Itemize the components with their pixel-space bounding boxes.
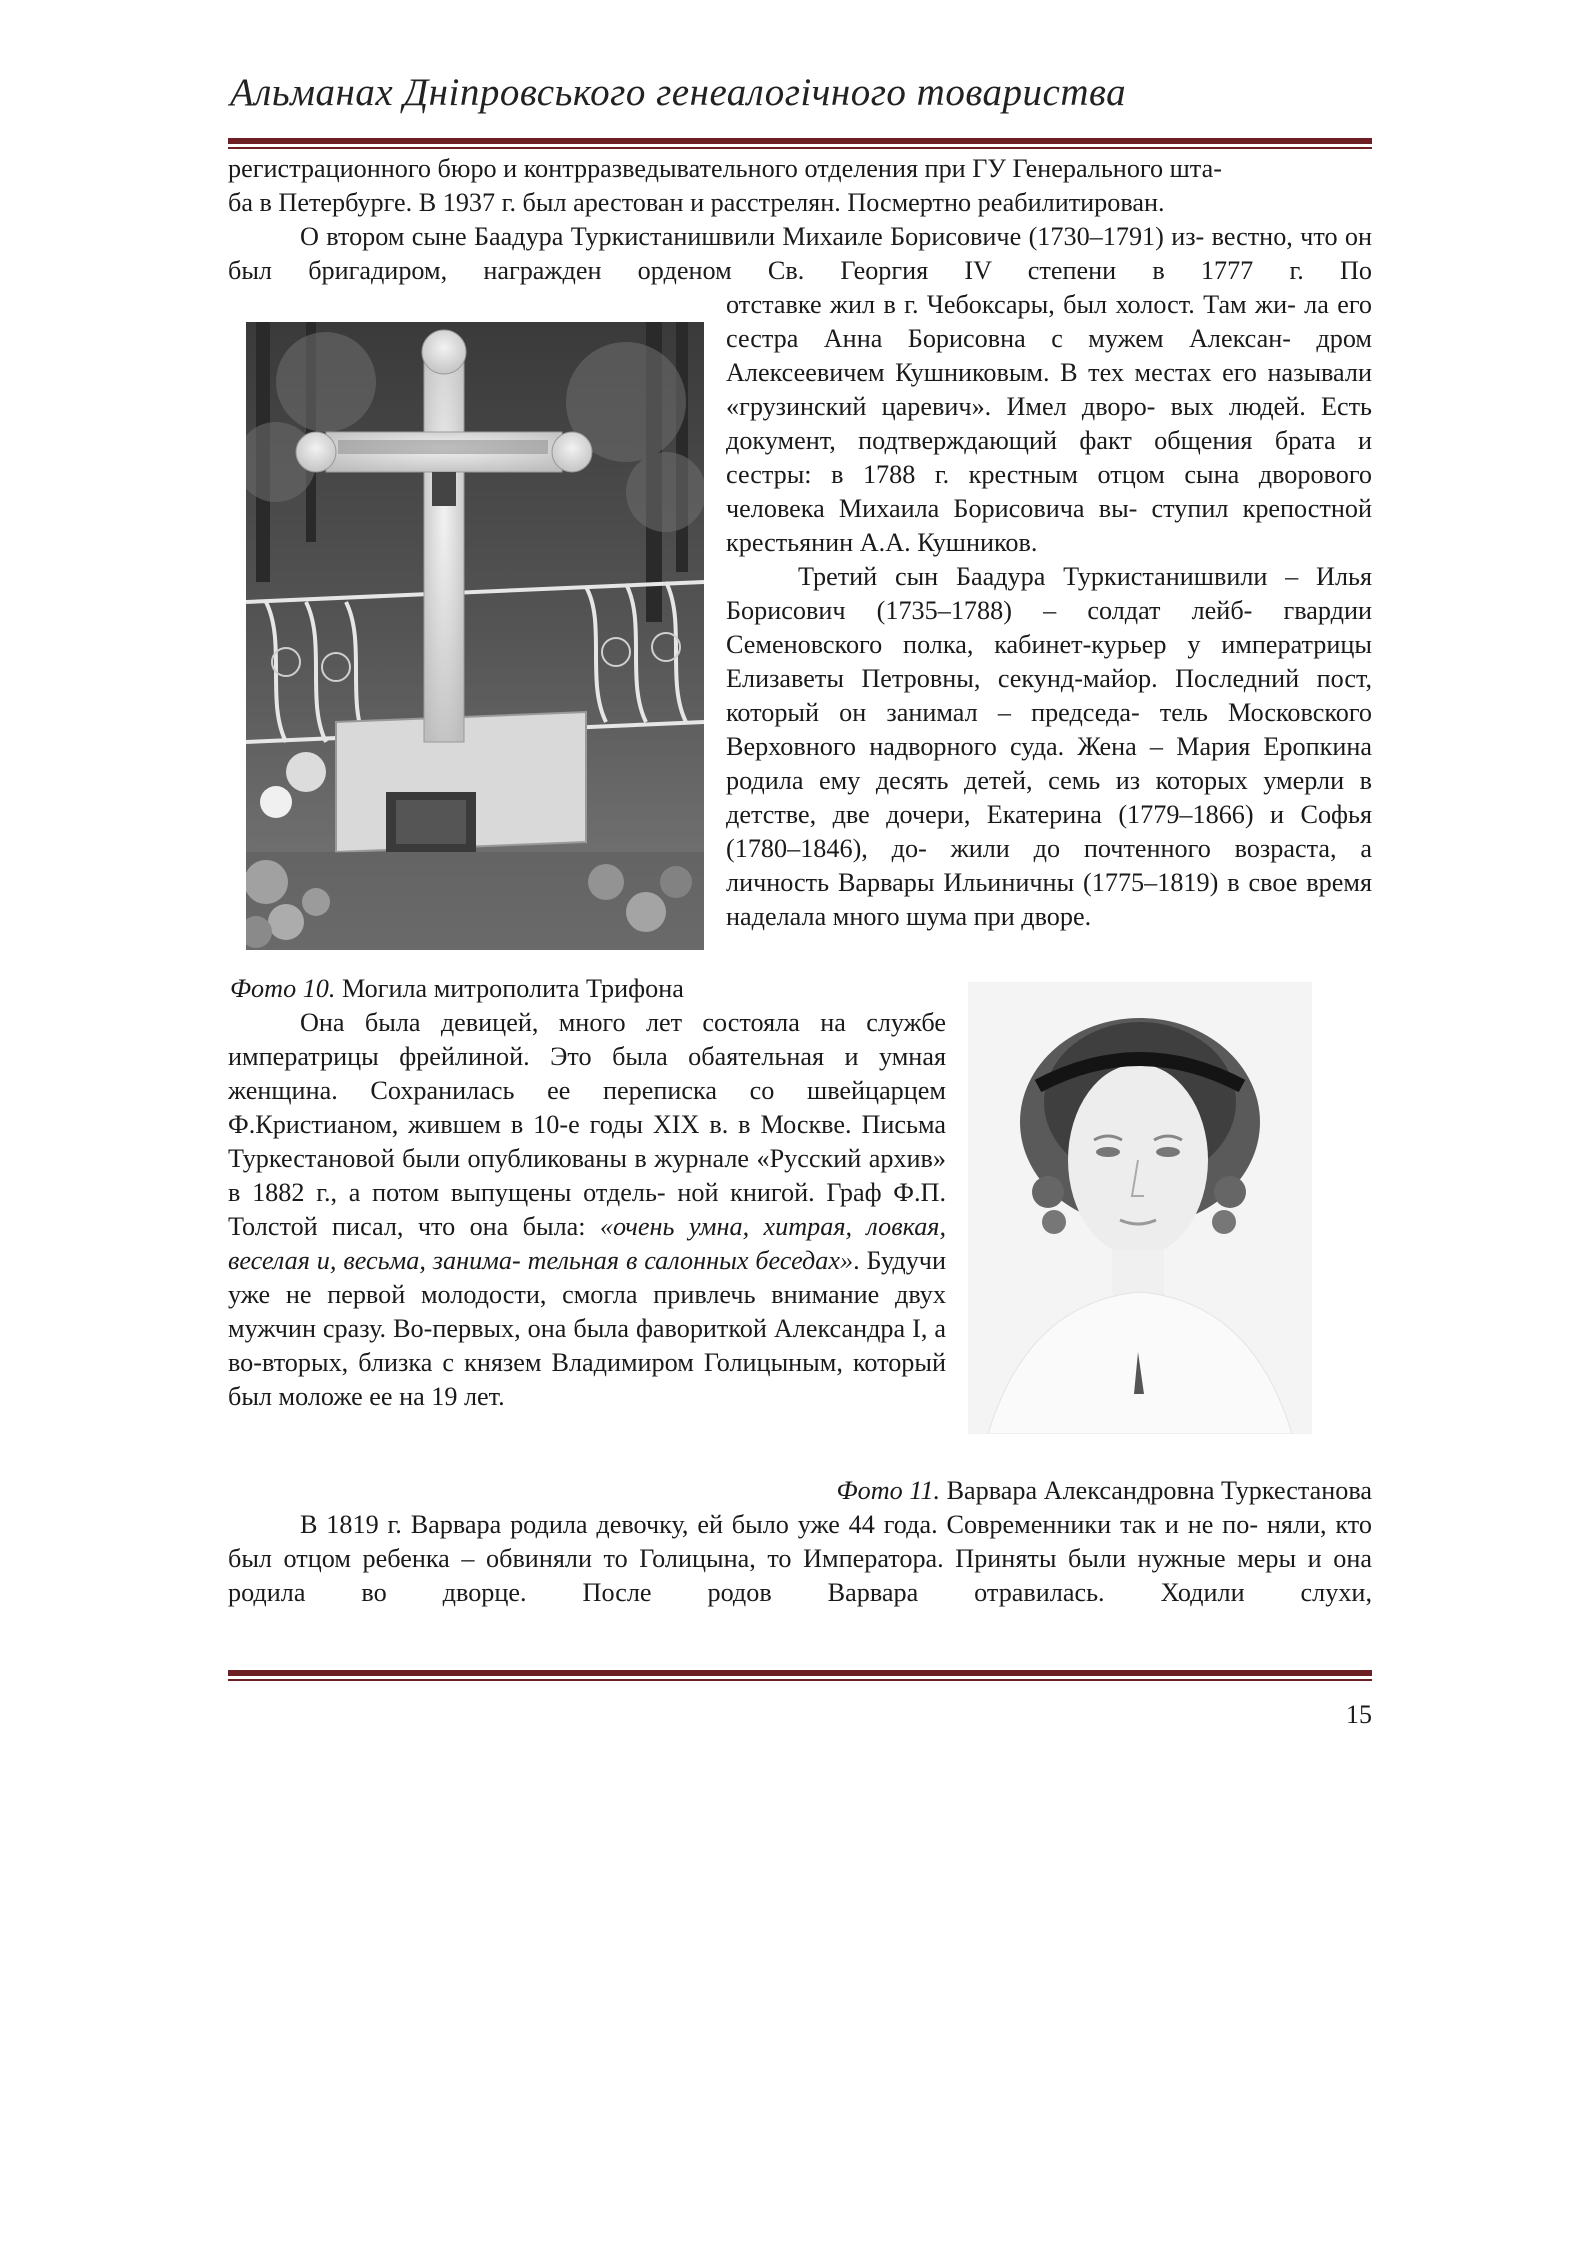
photo-10-caption-text: Могила митрополита Трифона [335, 974, 684, 1003]
paragraph-1819: В 1819 г. Варвара родила девочку, ей было уже 44 года. Современники так и не по- няли, кто был отцом ребенка – обвиняли то Голицына, то Императора. Приняты были нужные меры и она родила во дворце. После родов Варвара отравилась. Ходили слухи, [228, 1510, 1372, 1607]
footer-rule [228, 1670, 1372, 1681]
photo-11-portrait-image [968, 982, 1312, 1434]
top-paragraph-line-1: регистрационного бюро и контрразведывательного отделения при ГУ Генерального шта- [228, 154, 1222, 183]
page-number: 15 [1346, 1700, 1372, 1729]
varvara-paragraph-text-1: Она была девицей, много лет состояла на службе императрицы фрейлиной. Это была обаятельная и умная женщина. Сохранилась ее переписка со швейцарцем Ф.Кристианом, жившем в 10-е годы XIX в. в Москве. Письма Туркестановой были опубликованы в журнале «Русский архив» в 1882 г., а потом выпущены отдель- ной книгой. Граф Ф.П. Толстой писал, что она была: [228, 1008, 946, 1241]
photo-11-caption-text: Варвара Александровна Туркестанова [940, 1476, 1372, 1505]
top-paragraph [228, 152, 1372, 220]
photo-10-grave-image [246, 322, 704, 950]
almanac-header-title: Альманах Дніпровського генеалогічного товариства [230, 71, 1127, 114]
varvara-paragraph [228, 1006, 946, 1414]
photo-10-caption [230, 972, 684, 1006]
photo-10-caption-label: Фото 10. [230, 974, 336, 1003]
tolstoy-quote: «очень умна, хитрая, ловкая, веселая и, весьма, занима- тельная в салонных беседах» [228, 1212, 947, 1275]
mikhail-paragraph-start: О втором сыне Баадура Туркистанишвили Михаиле Борисовиче (1730–1791) из- вестно, что он был бригадиром, награжден орденом Св. Георгия IV степени в 1777 г. По [228, 222, 1372, 285]
top-paragraph-line-2: ба в Петербурге. В 1937 г. был арестован и расстрелян. Посмертно реабилитирован. [228, 188, 1165, 217]
ilya-paragraph: Третий сын Баадура Туркистанишвили – Илья Борисович (1735–1788) – солдат лейб- гвардии Семеновского полка, кабинет-курьер у императрицы Елизаветы Петровны, секунд-майор. Последний пост, который он занимал – председа- тель Московского Верховного надворного суда. Жена – Мария Еропкина родила ему десять детей, семь из которых умерли в детстве, две дочери, Екатерина (1779–1866) и Софья (1780–1846), до- жили до почтенного возраста, а личность Варвары Ильиничны (1775–1819) в свое время наделала много шума при дворе. [726, 562, 1372, 931]
varvara-paragraph-text-2: . Будучи уже не первой молодости, смогла привлечь внимание двух мужчин сразу. Во-первых, она была фавориткой Александра I, а во-вторых, близка с князем Владимиром Голицыным, который был моложе ее на 19 лет. [228, 1246, 946, 1411]
header-rule [228, 138, 1372, 149]
mikhail-paragraph-continued: отставке жил в г. Чебоксары, был холост. Там жи- ла его сестра Анна Борисовна с мужем Алексан- дром Алексеевичем Кушниковым. В тех местах его называли «грузинский царевич». Имел дворо- вых людей. Есть документ, подтверждающий факт общения брата и сестры: в 1788 г. крестным отцом сына дворового человека Михаила Борисовича вы- ступил крепостной крестьянин А.А. Кушников. [726, 290, 1372, 557]
photo-11-caption [837, 1474, 1372, 1508]
photo-11-caption-label: Фото 11. [836, 1476, 941, 1505]
